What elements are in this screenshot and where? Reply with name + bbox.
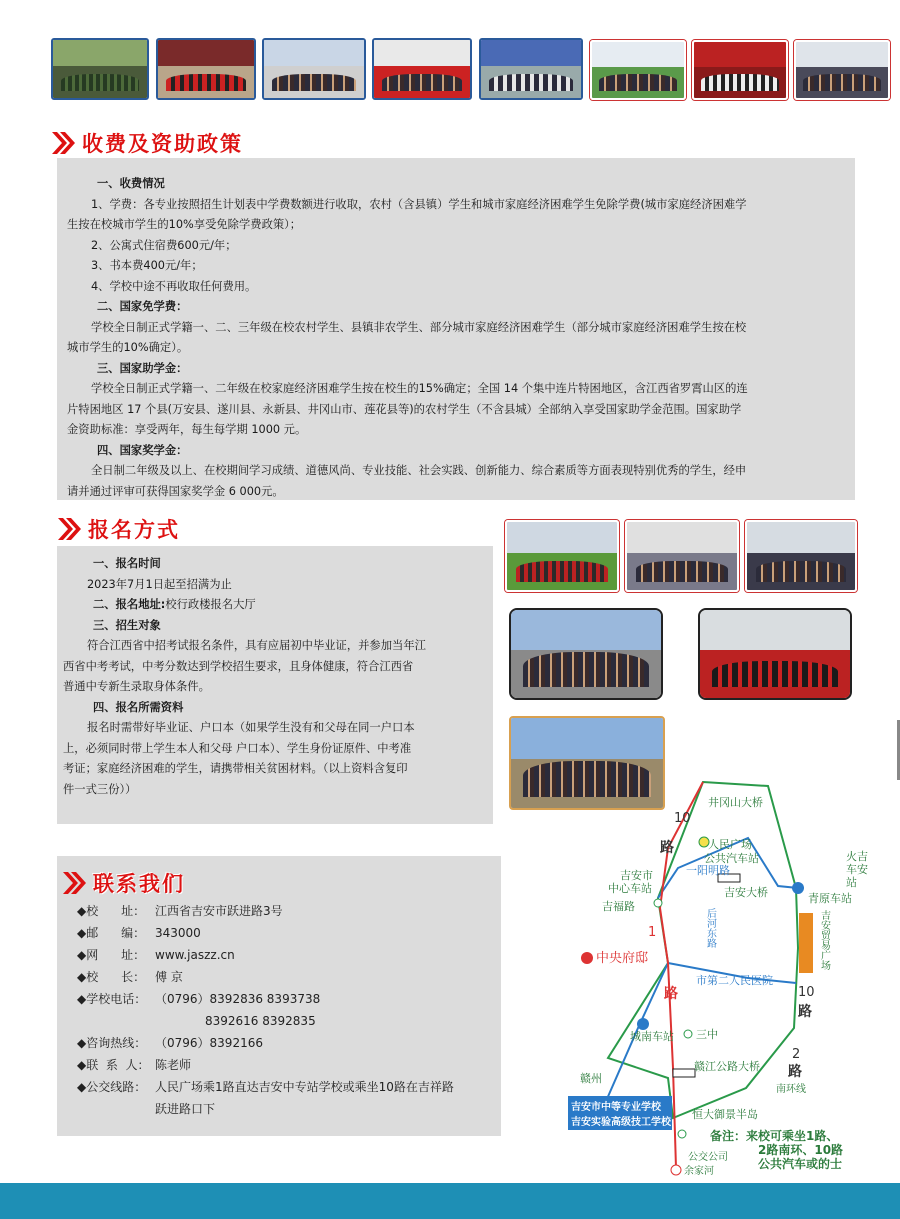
address-value: 江西省吉安市跃进路3号 (155, 904, 283, 918)
school-name: 吉安实验高级技工学校 (571, 1117, 671, 1128)
contact-person-value: 陈老师 (155, 1058, 192, 1072)
fees-section-title: 收费及资助政策 (82, 131, 243, 156)
contact-section-header (61, 868, 185, 898)
map-label: 1 (648, 925, 657, 940)
principal-key: ◆校 长： (77, 970, 146, 984)
map-note: 备注：来校可乘坐1路、 (710, 1129, 839, 1143)
campus-crowd-photo (509, 608, 663, 700)
group-photo-1 (505, 520, 619, 592)
enroll-t3: 三、招生对象 (93, 618, 161, 632)
map-label: 中央府邸 (596, 951, 649, 966)
student-group-photo (479, 38, 583, 100)
fees-s4-title: 四、国家奖学金： (97, 443, 188, 457)
red-arrow-icon (61, 870, 87, 896)
phone-value-1: （0796）8392836 8393738 (155, 992, 321, 1006)
school-name: 吉安市中等专业学校 (571, 1102, 661, 1113)
fees-s4-p1b: 请并通过评审可获得国家奖学金 6 000元。 (67, 484, 284, 498)
map-label: 站 (846, 876, 857, 889)
hotline-value: （0796）8392166 (155, 1036, 263, 1050)
map-label: 车安 (846, 863, 868, 876)
enroll-t2-value: 校行政楼报名大厅 (165, 598, 256, 611)
bus-route-key: ◆公交线路： (77, 1080, 147, 1094)
map-label: 吉安大桥 (724, 886, 768, 899)
hotline-key: ◆咨询热线： (77, 1036, 147, 1050)
enroll-section-header (56, 514, 180, 544)
fees-s1-title: 一、收费情况 (97, 177, 165, 190)
route-map (568, 778, 898, 1178)
enroll-t4-v2: 上，必须同时带上学生本人和父母 户口本）、学生身份证原件、中考准 (63, 741, 412, 755)
website-link[interactable]: www.jaszz.cn (155, 948, 235, 962)
red-arrow-icon (50, 130, 76, 156)
fees-s3-title: 三、国家助学金： (97, 361, 188, 375)
station-dot (671, 1165, 681, 1175)
classroom-photo (698, 608, 852, 700)
enroll-t3-v1: 符合江西省中招考试报名条件，具有应届初中毕业证，并参加当年江 (87, 639, 426, 652)
group-photo-3 (745, 520, 857, 592)
fees-s1-p4: 4、学校中途不再收取任何费用。 (91, 279, 257, 293)
map-label: 路 (788, 1064, 802, 1080)
map-label: 一阳明路 (686, 864, 730, 877)
map-label: 中心车站 (608, 882, 652, 895)
map-label: 余家河 (684, 1166, 714, 1177)
map-label: 人民广场 (708, 838, 752, 851)
map-label: 赣江公路大桥 (694, 1060, 760, 1073)
map-label: 公共汽车站 (704, 852, 759, 865)
fees-s3-p1: 学校全日制正式学籍一、二年级在校家庭经济困难学生按在校生的15%确定；全国 14 个集中连片特困地区，含江西省罗霄山区的连 (91, 382, 748, 395)
postcode-key: ◆邮 编： (77, 926, 146, 940)
fees-s2-title: 二、国家免学费： (97, 300, 188, 313)
postcode-value: 343000 (155, 926, 201, 940)
enroll-t3-v2: 西省中考考试，中考分数达到学校招生要求，且身体健康，符合江西省 (63, 659, 414, 673)
fees-s4-p1: 全日制二年级及以上、在校期间学习成绩、道德风尚、专业技能、社会实践、创新能力、综合素质等方面表现特别优秀的学生，经申 (91, 464, 747, 477)
map-label: 火吉 (846, 850, 868, 863)
map-label: 赣州 (580, 1072, 602, 1085)
enroll-section-title: 报名方式 (88, 517, 180, 542)
railway-bridge (673, 1069, 695, 1077)
red-arrow-icon (56, 516, 82, 542)
school-gate-staff-photo (156, 38, 256, 100)
fees-s2-p1b: 城市学生的10%确定）。 (67, 341, 189, 354)
map-label: 路 (660, 840, 674, 856)
map-note: 公共汽车或的士 (758, 1157, 843, 1171)
enroll-t1-value: 2023年7月1日起至招满为止 (87, 577, 232, 591)
enroll-t2: 二、报名地址: (93, 598, 166, 611)
ceremony-stage-photo (692, 40, 788, 100)
enroll-t4-v4: 件一式三份）） (63, 782, 137, 796)
bus-route-value-1: 人民广场乘1路直达吉安中专站学校或乘坐10路在吉祥路 (155, 1080, 454, 1094)
military-training-photo (51, 38, 149, 100)
map-label: 市第二人民医院 (696, 974, 773, 987)
map-label: 恒大御景半岛 (692, 1108, 758, 1121)
campus-building-photo (262, 38, 366, 100)
phone-value-2: 8392616 8392835 (205, 1014, 316, 1028)
fees-s1-p3: 3、书本费400元/年； (91, 259, 203, 272)
stage-event-photo (372, 38, 472, 100)
station-dot (581, 952, 593, 964)
fees-s3-p1c: 金资助标准：享受两年，每生每学期 1000 元。 (67, 423, 307, 436)
fees-s1-p1b: 生按在校城市学生的10%享受免除学费政策）； (67, 218, 302, 231)
website-key: ◆网 址： (77, 948, 146, 962)
map-label: 井冈山大桥 (708, 796, 763, 809)
enroll-t4-v3: 考证；家庭经济困难的学生，请携带相关贫困材料。（以上资料含复印 (63, 762, 408, 775)
classroom-audience-photo (794, 40, 890, 100)
contact-person-key: ◆联 系 人： (77, 1058, 150, 1072)
enroll-t1: 一、报名时间 (93, 557, 161, 570)
station-dot (684, 1030, 692, 1038)
fees-s3-p1b: 片特困地区 17 个县(万安县、遂川县、永新县、井冈山市、莲花县等)的农村学生（不含县城）全部纳入享受国家助学金范围。国家助学 (67, 402, 742, 416)
map-label: 10 (674, 811, 691, 826)
group-photo-2 (625, 520, 739, 592)
fees-section-header (50, 128, 243, 158)
contact-panel (57, 856, 501, 1136)
map-label: 10 (798, 985, 815, 1000)
teachers-group-photo (590, 40, 686, 100)
map-label: 公交公司 (688, 1152, 728, 1163)
bus-route-value-2: 跃进路口下 (155, 1102, 216, 1116)
phone-key: ◆学校电话： (77, 992, 147, 1006)
trade-square-block (799, 913, 813, 973)
map-label: 吉安市 (620, 869, 653, 882)
map-label: 后河东路 (704, 908, 716, 948)
map-label: 南环线 (776, 1084, 806, 1095)
map-label: 2 (792, 1047, 801, 1062)
map-label: 吉安贸易广场 (818, 910, 830, 970)
station-dot (637, 1018, 649, 1030)
map-label: 城南车站 (630, 1030, 674, 1043)
enroll-t4: 四、报名所需资料 (93, 700, 184, 714)
map-note: 2路南环、10路 (758, 1143, 844, 1157)
map-label: 吉福路 (602, 900, 635, 913)
map-label: 青原车站 (808, 892, 852, 905)
fees-s1-p2: 2、公寓式住宿费600元/年； (91, 238, 237, 252)
map-label: 三中 (696, 1028, 718, 1041)
enroll-t4-v1: 报名时需带好毕业证、户口本（如果学生没有和父母在同一户口本 (87, 721, 415, 734)
enroll-panel (57, 546, 493, 824)
map-label: 路 (798, 1004, 812, 1020)
enroll-t3-v3: 普通中专新生录取身体条件。 (63, 680, 210, 693)
station-dot (654, 899, 662, 907)
fees-s1-p1: 1、学费：各专业按照招生计划表中学费数额进行收取，农村（含县镇）学生和城市家庭经济困难学生免除学费(城市家庭经济困难学 (91, 197, 747, 211)
map-label: 路 (664, 986, 678, 1002)
station-dot (678, 1130, 686, 1138)
footer-bar (0, 1183, 900, 1219)
station-dot (792, 882, 804, 894)
fees-s2-p1: 学校全日制正式学籍一、二、三年级在校农村学生、县镇非农学生、部分城市家庭经济困难学生（部分城市家庭经济困难学生按在校 (91, 320, 747, 334)
address-key: ◆校 址： (77, 904, 146, 918)
fees-panel (57, 158, 855, 500)
principal-value: 傅 京 (155, 970, 183, 984)
contact-section-title: 联系我们 (93, 871, 185, 896)
